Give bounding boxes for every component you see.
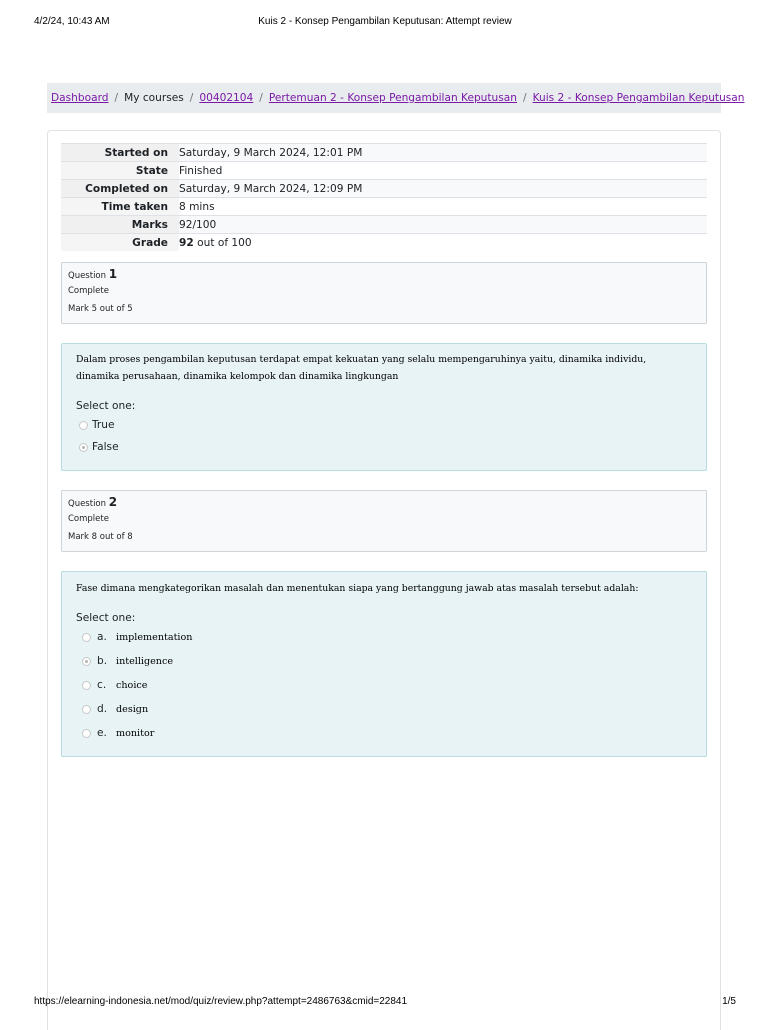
breadcrumb-separator: / [114, 92, 119, 104]
summary-row-marks [61, 216, 707, 234]
question-number [68, 268, 706, 282]
summary-value: Finished [179, 162, 707, 180]
question-number-value: 2 [108, 495, 118, 509]
question-text: Dalam proses pengambilan keputusan terdapat empat kekuatan yang selalu mempengaruhinya yaitu, dinamika individu, dinamika perusahaan, dinamika kelompok dan dinamika lingkungan [76, 354, 647, 382]
summary-value: Saturday, 9 March 2024, 12:01 PM [179, 144, 707, 162]
summary-label: Marks [61, 216, 179, 234]
summary-row-completed-on [61, 180, 707, 198]
answer-text: implementation [116, 631, 193, 643]
print-header [34, 16, 736, 30]
answer-text: choice [116, 679, 148, 691]
radio-button[interactable] [79, 421, 88, 430]
grade-out-of: out of 100 [193, 236, 252, 249]
breadcrumb-my-courses: My courses [124, 92, 184, 104]
answer-letter: c. [97, 679, 107, 691]
breadcrumb-separator: / [189, 92, 194, 104]
grade-value: 92 [179, 236, 194, 249]
summary-row-state [61, 162, 707, 180]
summary-value [179, 234, 707, 252]
print-url: https://elearning-indonesia.net/mod/quiz/review.php?attempt=2486763&cmid=22841 [34, 996, 408, 1007]
question-2-info [61, 490, 707, 552]
answer-option-e[interactable] [82, 727, 154, 739]
question-1-info [61, 262, 707, 324]
answer-letter: d. [97, 703, 108, 715]
summary-row-grade [61, 234, 707, 252]
answer-option-d[interactable] [82, 703, 148, 715]
print-page-title: Kuis 2 - Konsep Pengambilan Keputusan: Attempt review [258, 16, 512, 27]
answer-text: False [92, 441, 119, 453]
summary-value: 8 mins [179, 198, 707, 216]
question-label: Question [68, 271, 107, 281]
summary-value: 92/100 [179, 216, 707, 234]
question-mark: Mark 5 out of 5 [68, 304, 133, 314]
answer-text: intelligence [116, 655, 174, 667]
answer-letter: a. [97, 631, 107, 643]
radio-button-selected[interactable] [82, 657, 91, 666]
print-page-number: 1/5 [722, 996, 736, 1007]
answer-option-false[interactable] [79, 441, 119, 453]
answer-letter: b. [97, 655, 108, 667]
print-datetime: 4/2/24, 10:43 AM [34, 16, 110, 27]
radio-button[interactable] [82, 633, 91, 642]
answer-letter: e. [97, 727, 107, 739]
question-label: Question [68, 499, 107, 509]
question-number [68, 496, 706, 510]
summary-row-started-on [61, 144, 707, 162]
question-mark: Mark 8 out of 8 [68, 532, 133, 542]
answer-option-b[interactable] [82, 655, 173, 667]
breadcrumb-dashboard-link[interactable]: Dashboard [51, 92, 109, 104]
answer-text: design [116, 703, 149, 715]
radio-button-selected[interactable] [79, 443, 88, 452]
summary-label: Time taken [61, 198, 179, 216]
question-1-content [61, 343, 707, 471]
summary-label: Grade [61, 234, 179, 252]
summary-row-time-taken [61, 198, 707, 216]
summary-label: Completed on [61, 180, 179, 198]
question-state: Complete [68, 514, 109, 524]
breadcrumb-section-link[interactable]: Pertemuan 2 - Konsep Pengambilan Keputusan [268, 92, 517, 104]
radio-button[interactable] [82, 681, 91, 690]
radio-button[interactable] [82, 705, 91, 714]
breadcrumb-course-link[interactable]: 00402104 [199, 92, 254, 104]
question-state: Complete [68, 286, 109, 296]
select-one-prompt: Select one: [76, 612, 136, 624]
breadcrumb-quiz-link[interactable]: Kuis 2 - Konsep Pengambilan Keputusan [532, 92, 745, 104]
summary-label: Started on [61, 144, 179, 162]
answer-text: monitor [116, 727, 155, 739]
answer-option-a[interactable] [82, 631, 192, 643]
answer-option-true[interactable] [79, 419, 115, 431]
summary-label: State [61, 162, 179, 180]
breadcrumb-separator: / [259, 92, 263, 104]
answer-text: True [92, 419, 115, 431]
question-number-value: 1 [108, 267, 118, 281]
attempt-summary-table [61, 143, 707, 251]
breadcrumb [47, 83, 745, 113]
breadcrumb-separator: / [523, 92, 527, 104]
radio-button[interactable] [82, 729, 91, 738]
summary-value: Saturday, 9 March 2024, 12:09 PM [179, 180, 707, 198]
question-text: Fase dimana mengkategorikan masalah dan menentukan siapa yang bertanggung jawab atas masalah tersebut adalah: [76, 583, 639, 594]
select-one-prompt: Select one: [76, 400, 136, 412]
print-footer [34, 996, 736, 1010]
question-2-content [61, 571, 707, 757]
answer-option-c[interactable] [82, 679, 147, 691]
